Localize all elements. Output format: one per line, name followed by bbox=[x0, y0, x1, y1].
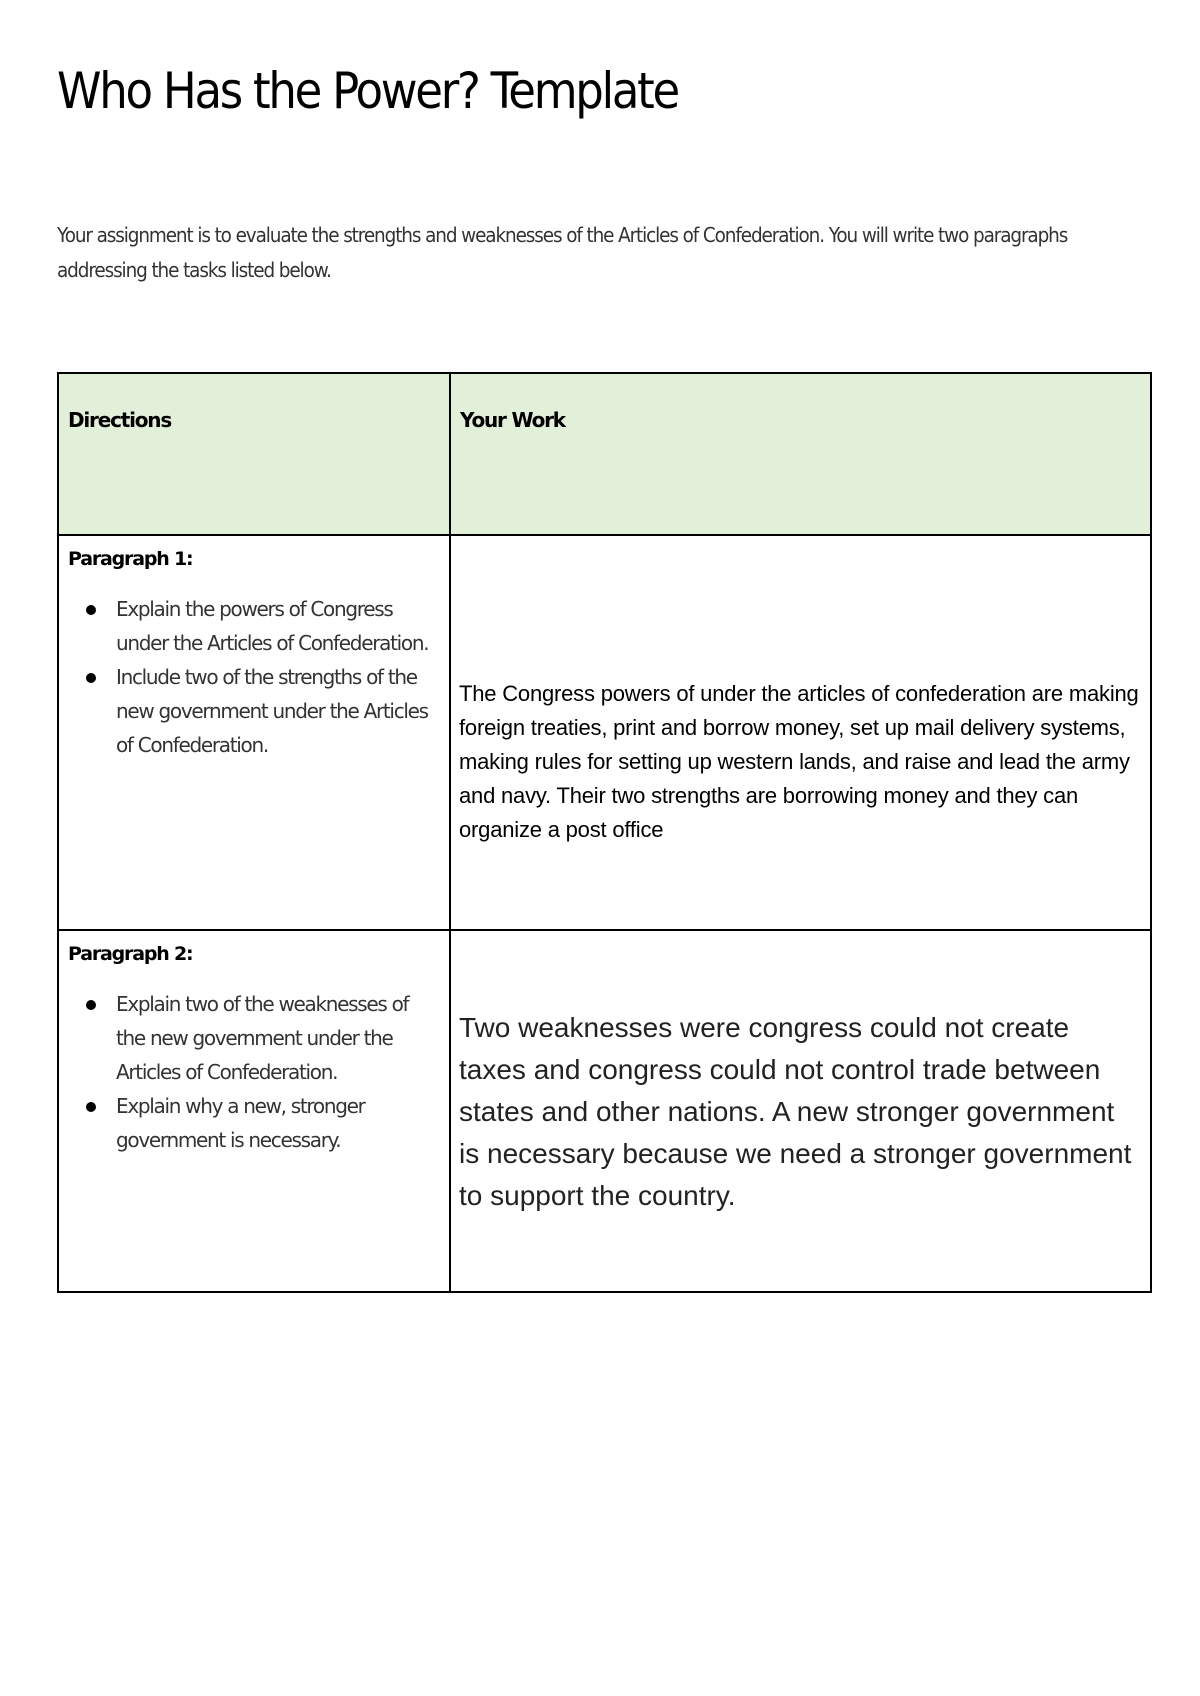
bullet-icon bbox=[86, 605, 96, 615]
bullet-text: Explain the powers of Congress under the Articles of Confederation. bbox=[116, 597, 429, 655]
table-header-row bbox=[58, 373, 1151, 535]
header-your-work: Your Work bbox=[460, 408, 565, 432]
bullet-icon bbox=[86, 1102, 96, 1112]
work-cell[interactable] bbox=[450, 930, 1151, 1292]
work-text[interactable]: The Congress powers of under the articles of confederation are making foreign treaties, print and borrow money, set up mail delivery systems, making rules for setting up western lands, and raise and lead the army and navy. Their two strengths are borrowing money and they can organize a post office bbox=[459, 681, 1139, 842]
table-row bbox=[58, 930, 1151, 1292]
directions-cell bbox=[58, 535, 450, 930]
bullet-text: Explain two of the weaknesses of the new government under the Articles of Confederation. bbox=[116, 992, 409, 1084]
page-title: Who Has the Power? Template bbox=[57, 62, 678, 120]
bullet-text: Include two of the strengths of the new government under the Articles of Confederation. bbox=[116, 665, 428, 757]
table-row bbox=[58, 535, 1151, 930]
directions-list bbox=[59, 987, 449, 1157]
bullet-icon bbox=[86, 1000, 96, 1010]
list-item bbox=[59, 987, 449, 1089]
bullet-icon bbox=[86, 673, 96, 683]
bullet-text: Explain why a new, stronger government is necessary. bbox=[116, 1094, 365, 1152]
header-cell-directions bbox=[58, 373, 450, 535]
assignment-table bbox=[57, 372, 1152, 1293]
list-item bbox=[59, 1089, 449, 1157]
header-directions: Directions bbox=[68, 408, 172, 432]
paragraph-label: Paragraph 1: bbox=[68, 548, 193, 570]
header-cell-your-work bbox=[450, 373, 1151, 535]
list-item bbox=[59, 660, 449, 762]
paragraph-label: Paragraph 2: bbox=[68, 943, 193, 965]
directions-cell bbox=[58, 930, 450, 1292]
directions-list bbox=[59, 592, 449, 762]
assignment-intro: Your assignment is to evaluate the strengths and weaknesses of the Articles of Confederation. You will write two paragraphs addressing the tasks listed below. bbox=[57, 223, 1068, 282]
work-cell[interactable] bbox=[450, 535, 1151, 930]
work-text[interactable]: Two weaknesses were congress could not create taxes and congress could not control trade between states and other nations. A new stronger government is necessary because we need a stronger government to support the country. bbox=[459, 1012, 1132, 1211]
list-item bbox=[59, 592, 449, 660]
